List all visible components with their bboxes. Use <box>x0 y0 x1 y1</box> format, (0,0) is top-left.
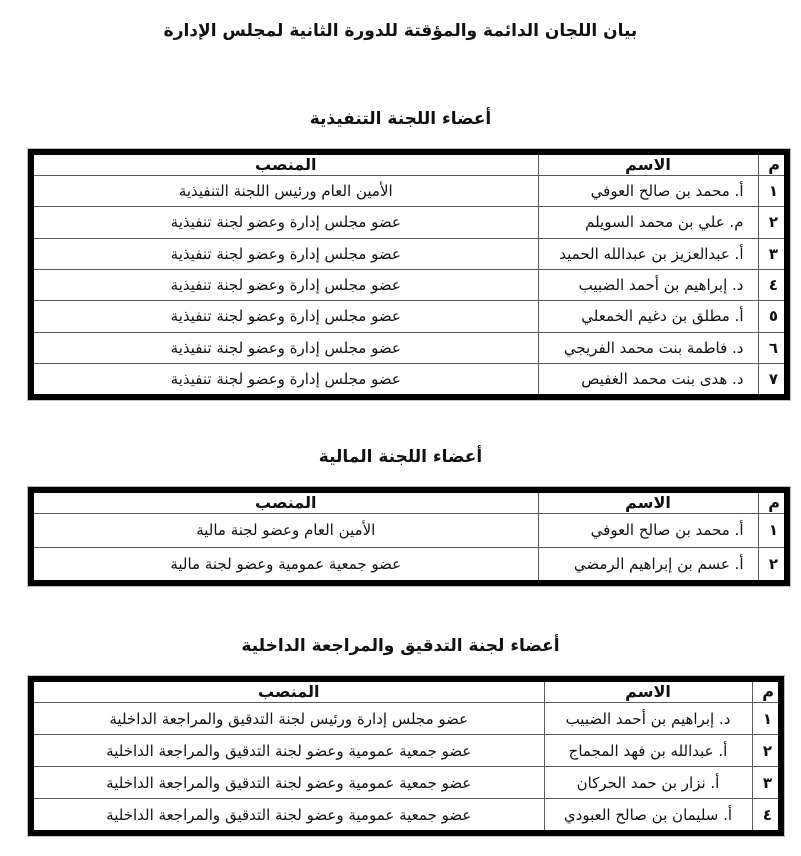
audit-committee-title: أعضاء لجنة التدقيق والمراجعة الداخلية <box>241 636 560 656</box>
member-name: أ. عبدالله بن فهد المجماج <box>544 735 752 767</box>
member-position: عضو مجلس إدارة وعضو لجنة تنفيذية <box>34 301 538 332</box>
member-name: م. علي بن محمد السويلم <box>538 207 758 238</box>
member-position: عضو مجلس إدارة وعضو لجنة تنفيذية <box>34 238 538 269</box>
row-num: ٢ <box>758 207 784 238</box>
member-position: عضو جمعية عمومية وعضو لجنة التدقيق والمراجعة الداخلية <box>34 767 544 799</box>
member-position: عضو جمعية عمومية وعضو لجنة مالية <box>34 547 538 580</box>
audit-committee-table <box>28 676 784 836</box>
member-name: أ. سليمان بن صالح العبودي <box>544 799 752 830</box>
header-name: الاسم <box>538 493 758 514</box>
table-row <box>34 799 778 830</box>
row-num: ٥ <box>758 301 784 332</box>
row-num: ٤ <box>752 799 778 830</box>
member-position: عضو جمعية عمومية وعضو لجنة التدقيق والمراجعة الداخلية <box>34 735 544 767</box>
executive-committee-table <box>28 149 790 400</box>
row-num: ٧ <box>758 363 784 394</box>
member-name: د. إبراهيم بن أحمد الضبيب <box>538 269 758 300</box>
table-row <box>34 735 778 767</box>
member-name: د. فاطمة بنت محمد الفريجي <box>538 332 758 363</box>
finance-committee-title: أعضاء اللجنة المالية <box>318 447 483 467</box>
table-row <box>34 514 784 548</box>
table-row <box>34 703 778 735</box>
table-row <box>34 269 784 300</box>
row-num: ٣ <box>752 767 778 799</box>
table-row <box>34 332 784 363</box>
row-num: ٢ <box>758 547 784 580</box>
header-position: المنصب <box>34 493 538 514</box>
member-position: عضو مجلس إدارة وعضو لجنة تنفيذية <box>34 207 538 238</box>
row-num: ١ <box>752 703 778 735</box>
header-num: م <box>758 155 784 176</box>
member-name: أ. محمد بن صالح العوفي <box>538 514 758 548</box>
header-num: م <box>758 493 784 514</box>
table-row <box>34 238 784 269</box>
member-position: عضو مجلس إدارة وعضو لجنة تنفيذية <box>34 363 538 394</box>
member-name: أ. عسم بن إبراهيم الرمضي <box>538 547 758 580</box>
member-position: عضو جمعية عمومية وعضو لجنة التدقيق والمراجعة الداخلية <box>34 799 544 830</box>
row-num: ٤ <box>758 269 784 300</box>
row-num: ٢ <box>752 735 778 767</box>
member-position: الأمين العام ورئيس اللجنة التنفيذية <box>34 176 538 207</box>
member-position: الأمين العام وعضو لجنة مالية <box>34 514 538 548</box>
member-name: د. إبراهيم بن أحمد الضبيب <box>544 703 752 735</box>
member-name: أ. محمد بن صالح العوفي <box>538 176 758 207</box>
row-num: ١ <box>758 514 784 548</box>
table-row <box>34 363 784 394</box>
member-name: أ. نزار بن حمد الحركان <box>544 767 752 799</box>
header-name: الاسم <box>538 155 758 176</box>
table-header-row <box>34 155 784 176</box>
member-name: أ. عبدالعزيز بن عبدالله الحميد <box>538 238 758 269</box>
table-header-row <box>34 493 784 514</box>
executive-committee-title: أعضاء اللجنة التنفيذية <box>309 109 492 129</box>
member-name: أ. مطلق بن دغيم الخمعلي <box>538 301 758 332</box>
row-num: ١ <box>758 176 784 207</box>
table-row <box>34 767 778 799</box>
row-num: ٣ <box>758 238 784 269</box>
table-row <box>34 547 784 580</box>
table-header-row <box>34 682 778 703</box>
header-num: م <box>752 682 778 703</box>
header-position: المنصب <box>34 155 538 176</box>
table-row <box>34 176 784 207</box>
header-position: المنصب <box>34 682 544 703</box>
table-row <box>34 301 784 332</box>
header-name: الاسم <box>544 682 752 703</box>
row-num: ٦ <box>758 332 784 363</box>
table-row <box>34 207 784 238</box>
member-name: د. هدى بنت محمد الغفيص <box>538 363 758 394</box>
document-title: بيان اللجان الدائمة والمؤقتة للدورة الثانية لمجلس الإدارة <box>163 21 638 41</box>
member-position: عضو مجلس إدارة وعضو لجنة تنفيذية <box>34 269 538 300</box>
member-position: عضو مجلس إدارة ورئيس لجنة التدقيق والمراجعة الداخلية <box>34 703 544 735</box>
finance-committee-table <box>28 487 790 586</box>
member-position: عضو مجلس إدارة وعضو لجنة تنفيذية <box>34 332 538 363</box>
